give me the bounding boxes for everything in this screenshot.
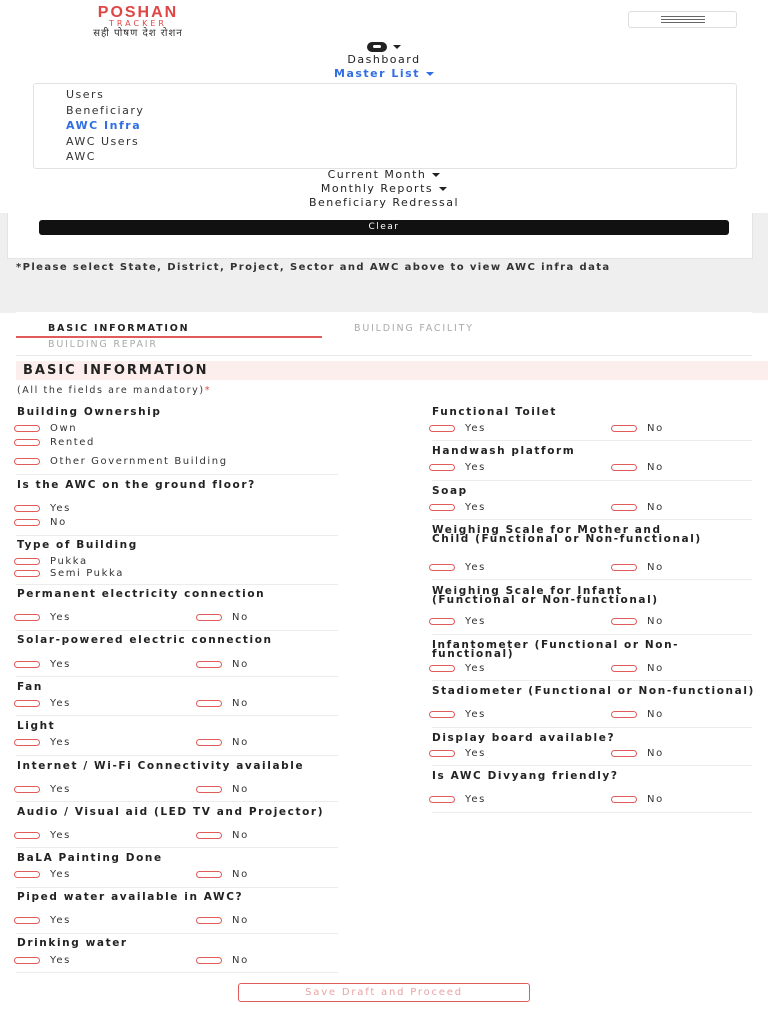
radio-icon — [196, 917, 222, 924]
mandatory-note-text: (All the fields are mandatory) — [17, 385, 205, 396]
option-light-yes[interactable]: Yes — [14, 736, 71, 748]
option-ground-floor-no[interactable]: No — [14, 516, 67, 528]
option-scale-infant-yes[interactable]: Yes — [429, 615, 486, 627]
question-handwash-platform: Handwash platform — [432, 445, 576, 457]
save-draft-and-proceed-button[interactable]: Save Draft and Proceed — [238, 983, 530, 1002]
radio-icon — [429, 750, 455, 757]
question-permanent-electricity: Permanent electricity connection — [17, 588, 266, 600]
question-audio-visual-aid: Audio / Visual aid (LED TV and Projector) — [17, 806, 325, 818]
radio-icon — [14, 458, 40, 465]
radio-icon — [196, 957, 222, 964]
nav-monthly-reports-label: Monthly Reports — [320, 182, 434, 195]
nav-current-month-label: Current Month — [327, 168, 427, 181]
radio-icon — [611, 564, 637, 571]
radio-icon — [429, 618, 455, 625]
logo-title: POSHAN — [97, 4, 179, 21]
option-semi-pukka[interactable]: Semi Pukka — [14, 567, 124, 579]
question-type-of-building: Type of Building — [17, 539, 138, 551]
radio-icon — [429, 464, 455, 471]
option-solar-yes[interactable]: Yes — [14, 658, 71, 670]
avatar-icon — [367, 42, 387, 52]
radio-icon — [14, 661, 40, 668]
option-divyang-no[interactable]: No — [611, 793, 664, 805]
radio-icon — [14, 570, 40, 577]
radio-icon — [14, 425, 40, 432]
clear-button[interactable]: Clear — [39, 220, 729, 235]
radio-icon — [196, 614, 222, 621]
radio-icon — [611, 711, 637, 718]
chevron-down-icon — [432, 173, 440, 177]
nav-dashboard[interactable]: Dashboard — [347, 53, 421, 66]
option-divyang-yes[interactable]: Yes — [429, 793, 486, 805]
radio-icon — [14, 739, 40, 746]
radio-icon — [429, 796, 455, 803]
option-internet-no[interactable]: No — [196, 783, 249, 795]
option-infantometer-yes[interactable]: Yes — [429, 662, 486, 674]
radio-icon — [429, 504, 455, 511]
radio-icon — [14, 519, 40, 526]
option-other-government-building[interactable]: Other Government Building — [14, 452, 304, 470]
radio-icon — [14, 700, 40, 707]
option-soap-yes[interactable]: Yes — [429, 501, 486, 513]
radio-icon — [14, 957, 40, 964]
question-fan: Fan — [17, 681, 43, 693]
filter-instruction-note: *Please select State, District, Project, Sector and AWC above to view AWC infra data — [16, 262, 611, 273]
menu-item-beneficiary[interactable]: Beneficiary — [66, 103, 145, 117]
option-drinking-water-no[interactable]: No — [196, 954, 249, 966]
tab-basic-information[interactable]: BASIC INFORMATION — [48, 323, 190, 334]
menu-item-awc[interactable]: AWC — [66, 150, 96, 163]
option-audio-visual-yes[interactable]: Yes — [14, 829, 71, 841]
question-solar-connection: Solar-powered electric connection — [17, 634, 273, 646]
radio-icon — [196, 739, 222, 746]
option-rented[interactable]: Rented — [14, 436, 95, 448]
question-divyang-friendly: Is AWC Divyang friendly? — [432, 770, 619, 782]
question-building-ownership: Building Ownership — [17, 406, 162, 418]
question-light: Light — [17, 720, 56, 732]
section-title: BASIC INFORMATION — [16, 361, 768, 380]
option-drinking-water-yes[interactable]: Yes — [14, 954, 71, 966]
nav-beneficiary-redressal[interactable]: Beneficiary Redressal — [308, 196, 460, 209]
tab-building-repair[interactable]: BUILDING REPAIR — [48, 339, 158, 350]
option-stadiometer-no[interactable]: No — [611, 708, 664, 720]
radio-icon — [196, 661, 222, 668]
option-own[interactable]: Own — [14, 422, 77, 434]
radio-icon — [611, 504, 637, 511]
radio-icon — [429, 665, 455, 672]
tab-building-facility[interactable]: BUILDING FACILITY — [354, 323, 474, 334]
radio-icon — [196, 871, 222, 878]
radio-icon — [611, 464, 637, 471]
option-piped-water-yes[interactable]: Yes — [14, 914, 71, 926]
option-scale-infant-no[interactable]: No — [611, 615, 664, 627]
option-audio-visual-no[interactable]: No — [196, 829, 249, 841]
option-ground-floor-yes[interactable]: Yes — [14, 502, 71, 514]
radio-icon — [611, 618, 637, 625]
option-stadiometer-yes[interactable]: Yes — [429, 708, 486, 720]
option-toilet-no[interactable]: No — [611, 422, 664, 434]
radio-icon — [611, 665, 637, 672]
radio-icon — [14, 439, 40, 446]
option-display-board-no[interactable]: No — [611, 747, 664, 759]
option-handwash-yes[interactable]: Yes — [429, 461, 486, 473]
logo-subtitle: TRACKER — [109, 19, 167, 28]
question-soap: Soap — [432, 485, 468, 497]
poshan-tracker-logo[interactable] — [38, 6, 238, 40]
chevron-down-icon — [393, 45, 401, 49]
menu-item-users[interactable]: Users — [66, 88, 105, 101]
radio-icon — [196, 832, 222, 839]
mandatory-note — [17, 385, 211, 396]
nav-master-list-label: Master List — [334, 67, 420, 80]
question-display-board: Display board available? — [432, 732, 616, 744]
radio-icon — [14, 558, 40, 565]
option-solar-no[interactable]: No — [196, 658, 249, 670]
option-electricity-yes[interactable]: Yes — [14, 611, 71, 623]
question-piped-water: Piped water available in AWC? — [17, 891, 244, 903]
question-weighing-scale-mother-child: Weighing Scale for Mother and Child (Functional or Non-functional) — [432, 524, 702, 545]
question-ground-floor: Is the AWC on the ground floor? — [17, 479, 256, 491]
option-display-board-yes[interactable]: Yes — [429, 747, 486, 759]
radio-icon — [196, 786, 222, 793]
master-list-dropdown — [33, 83, 737, 169]
hamburger-icon — [661, 16, 705, 17]
active-tab-indicator — [16, 336, 322, 338]
option-toilet-yes[interactable]: Yes — [429, 422, 486, 434]
option-fan-no[interactable]: No — [196, 697, 249, 709]
option-scale-mother-no[interactable]: No — [611, 561, 664, 573]
option-bala-no[interactable]: No — [196, 868, 249, 880]
radio-icon — [14, 871, 40, 878]
radio-icon — [429, 711, 455, 718]
option-internet-yes[interactable]: Yes — [14, 783, 71, 795]
option-bala-yes[interactable]: Yes — [14, 868, 71, 880]
question-stadiometer: Stadiometer (Functional or Non-functional) — [432, 685, 755, 697]
option-fan-yes[interactable]: Yes — [14, 697, 71, 709]
form-tabs — [16, 312, 752, 356]
chevron-down-icon — [439, 187, 447, 191]
radio-icon — [611, 425, 637, 432]
option-electricity-no[interactable]: No — [196, 611, 249, 623]
radio-icon — [14, 786, 40, 793]
question-bala-painting: BaLA Painting Done — [17, 852, 163, 864]
menu-item-awc-infra[interactable]: AWC Infra — [66, 119, 142, 132]
option-soap-no[interactable]: No — [611, 501, 664, 513]
menu-item-awc-users[interactable]: AWC Users — [66, 134, 140, 148]
nav-monthly-reports[interactable] — [0, 182, 768, 196]
question-weighing-scale-infant: Weighing Scale for Infant (Functional or Non-functional) — [432, 585, 659, 606]
radio-icon — [429, 425, 455, 432]
option-infantometer-no[interactable]: No — [611, 662, 664, 674]
radio-icon — [14, 832, 40, 839]
question-functional-toilet: Functional Toilet — [432, 406, 557, 418]
nav-current-month[interactable] — [0, 168, 768, 182]
radio-icon — [14, 614, 40, 621]
option-piped-water-no[interactable]: No — [196, 914, 249, 926]
radio-icon — [611, 796, 637, 803]
radio-icon — [429, 564, 455, 571]
chevron-down-icon — [426, 72, 434, 76]
question-internet: Internet / Wi-Fi Connectivity available — [17, 760, 305, 772]
menu-toggle-button[interactable] — [628, 11, 737, 28]
nav-master-list[interactable] — [0, 67, 768, 81]
question-infantometer: Infantometer (Functional or Non-functional) — [432, 639, 680, 660]
option-scale-mother-yes[interactable]: Yes — [429, 561, 486, 573]
radio-icon — [196, 700, 222, 707]
option-handwash-no[interactable]: No — [611, 461, 664, 473]
radio-icon — [611, 750, 637, 757]
option-pukka[interactable]: Pukka — [14, 555, 88, 567]
radio-icon — [14, 505, 40, 512]
question-drinking-water: Drinking water — [17, 937, 128, 949]
logo-tagline: सही पोषण देश रोशन — [93, 28, 183, 39]
required-star: * — [204, 385, 212, 396]
option-light-no[interactable]: No — [196, 736, 249, 748]
radio-icon — [14, 917, 40, 924]
